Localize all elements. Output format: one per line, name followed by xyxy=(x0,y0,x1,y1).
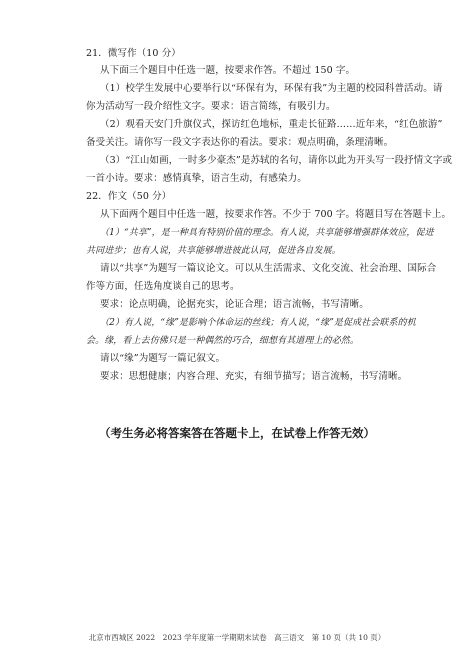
q21-heading: 21．微写作（10 分） xyxy=(86,48,181,59)
q21-instruction: 从下面三个题目中任选一题，按要求作答。不超过 150 字。 xyxy=(100,65,356,76)
q21-item2-line1: （2）观看天安门升旗仪式，探访红色地标，重走长征路……近年来，“红色旅游” xyxy=(100,119,443,130)
q22-requirement2: 要求：思想健康；内容合理、充实，有细节描写；语言流畅，书写清晰。 xyxy=(100,371,408,382)
q22-material1-line1: （1）“共享”，是一种具有特别价值的理念。有人说，共享能够增强群体效应，促进 xyxy=(100,228,434,238)
q22-instruction: 从下面两个题目中任选一题，按要求作答。不少于 700 字。将题目写在答题卡上。 xyxy=(100,209,452,220)
page-footer: 北京市西城区 2022 2023 学年度第一学期期末试卷 高三语文 第 10 页（共 10 页） xyxy=(88,633,386,642)
q21-item1-line2: 你为活动写一段介绍性文字。要求：语言简练，有吸引力。 xyxy=(86,101,336,112)
q22-material2-line2: 会。缘，看上去仿佛只是一种偶然的巧合，细想有其道理上的必然。 xyxy=(86,336,360,346)
q21-item1-line1: （1）校学生发展中心要举行以“环保有为，环保有我”为主题的校园科普活动。请 xyxy=(100,83,443,94)
q22-requirement1: 要求：论点明确，论据充实，论证合理；语言流畅，书写清晰。 xyxy=(100,299,369,310)
q22-prompt2: 请以“缘”为题写一篇记叙文。 xyxy=(100,353,226,364)
answer-sheet-notice: （考生务必将答案答在答题卡上，在试卷上作答无效） xyxy=(99,426,375,440)
q21-item3-line1: （3）“江山如画，一时多少豪杰”是苏轼的名句，请你以此为开头写一段抒情文字或 xyxy=(100,155,453,166)
q21-item3-line2: 一首小诗。要求：感情真挚，语言生动，有感染力。 xyxy=(86,173,307,184)
q22-heading: 22．作文（50 分） xyxy=(86,191,172,202)
q22-prompt1-line2: 作等方面，任选角度谈自己的思考。 xyxy=(86,281,240,292)
q22-material2-line1: （2）有人说，“缘”是影响个体命运的丝线；有人说，“缘”是促成社会联系的机 xyxy=(100,318,416,328)
q22-material1-line2: 共同进步；也有人说，共享能够增进彼此认同，促进各自发展。 xyxy=(86,246,341,256)
q21-item2-line2: 备受关注。请你写一段文字表达你的看法。要求：观点明确，条理清晰。 xyxy=(86,137,394,148)
q22-prompt1-line1: 请以“共享”为题写一篇议论文。可以从生活需求、文化交流、社会治理、国际合 xyxy=(100,263,437,274)
